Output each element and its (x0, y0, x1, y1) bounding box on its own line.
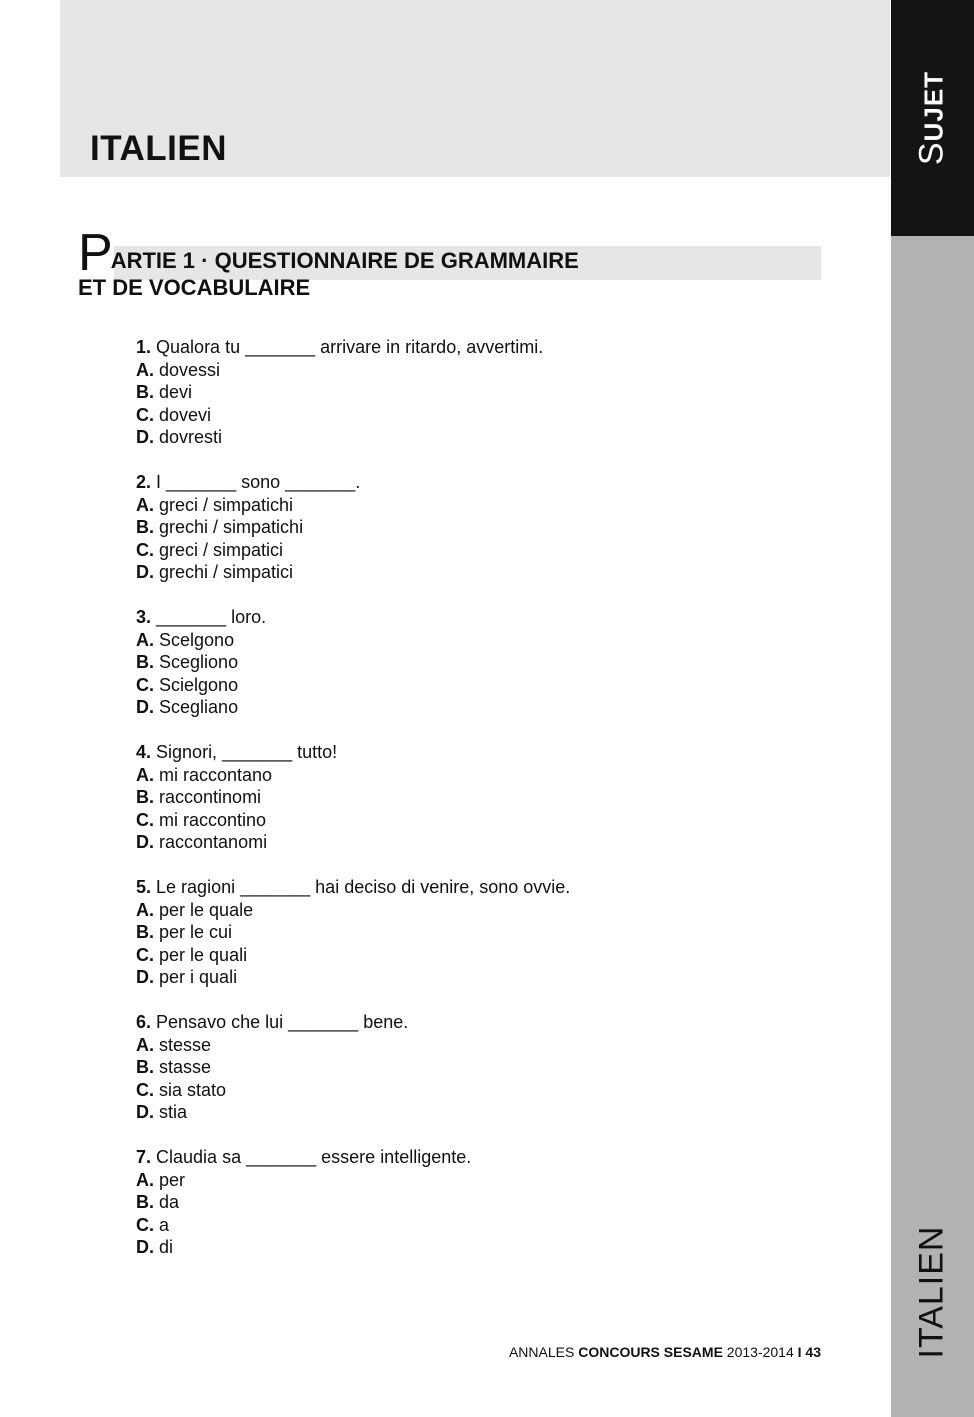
option-letter: C. (136, 1079, 154, 1100)
sujet-tab-rest: UJET (918, 70, 949, 142)
answer-option (136, 966, 570, 989)
part-heading-line1 (78, 224, 579, 282)
answer-option (136, 696, 570, 719)
option-text: stia (159, 1102, 188, 1122)
option-letter: A. (136, 494, 154, 515)
option-letter: B. (136, 517, 154, 537)
option-letter: D. (136, 697, 154, 717)
question-stem (136, 876, 570, 899)
question-number: 7. (136, 1147, 152, 1167)
question-item (136, 471, 570, 584)
part-heading-drop-cap: P (78, 224, 111, 282)
question-item (136, 606, 570, 719)
part-heading (78, 224, 579, 303)
option-letter: A. (136, 1034, 154, 1055)
footer-page-number: I 43 (797, 1344, 821, 1360)
option-text: Sceglіono (159, 652, 239, 672)
answer-option (136, 1034, 570, 1057)
option-letter: B. (136, 922, 154, 942)
option-letter: D. (136, 1237, 154, 1257)
option-text: mi raccontino (159, 809, 267, 830)
option-letter: B. (136, 382, 154, 402)
question-text: I _______ sono _______. (156, 472, 361, 492)
answer-option (136, 831, 570, 854)
option-letter: D. (136, 562, 154, 582)
question-number: 3. (136, 607, 152, 627)
question-number: 2. (136, 472, 152, 492)
answer-option (136, 561, 570, 584)
option-text: mi raccontano (159, 764, 273, 785)
answer-option (136, 1101, 570, 1124)
question-stem (136, 741, 570, 764)
answer-option (136, 921, 570, 944)
part-heading-line2: ET DE VOCABULAIRE (78, 275, 311, 300)
option-text: Scielgono (159, 674, 239, 695)
answer-option (136, 629, 570, 652)
sujet-tab-initial: S (912, 141, 951, 166)
option-letter: A. (136, 1169, 154, 1190)
option-text: Scegliano (159, 697, 239, 717)
option-letter: B. (136, 1192, 154, 1212)
option-text: greci / simpatici (159, 539, 284, 560)
option-letter: C. (136, 1214, 154, 1235)
page-footer (509, 1344, 821, 1360)
footer-prefix: ANNALES (508, 1344, 579, 1360)
option-letter: A. (136, 629, 154, 650)
question-text: Signori, _______ tutto! (156, 742, 338, 762)
option-text: dovevi (159, 404, 212, 425)
question-stem (136, 1146, 570, 1169)
answer-option (136, 764, 570, 787)
question-stem (136, 606, 570, 629)
option-letter: B. (136, 1057, 154, 1077)
option-text: per le cui (159, 922, 233, 942)
answer-option (136, 359, 570, 382)
answer-option (136, 786, 570, 809)
answer-option (136, 494, 570, 517)
option-text: stasse (159, 1057, 212, 1077)
option-text: da (159, 1192, 180, 1212)
option-letter: A. (136, 899, 154, 920)
page-title: ITALIEN (90, 129, 228, 168)
answer-option (136, 674, 570, 697)
option-letter: C. (136, 539, 154, 560)
answer-option (136, 944, 570, 967)
option-text: per le quali (159, 944, 248, 965)
question-stem (136, 1011, 570, 1034)
answer-option (136, 1079, 570, 1102)
question-stem (136, 336, 570, 359)
question-text: Pensavo che lui _______ bene. (156, 1012, 409, 1032)
option-letter: C. (136, 944, 154, 965)
question-text: Qualora tu _______ arrivare in ritardo, avvertimi. (156, 337, 544, 357)
option-letter: A. (136, 359, 154, 380)
answer-option (136, 1191, 570, 1214)
option-letter: D. (136, 427, 154, 447)
option-letter: C. (136, 809, 154, 830)
option-text: per i quali (159, 967, 238, 987)
option-letter: D. (136, 1102, 154, 1122)
question-list (136, 336, 570, 1281)
question-text: Le ragioni _______ hai deciso di venire, sono ovvie. (156, 877, 571, 897)
answer-option (136, 1236, 570, 1259)
option-letter: A. (136, 764, 154, 785)
option-letter: B. (136, 787, 154, 807)
answer-option (136, 404, 570, 427)
question-item (136, 1011, 570, 1124)
option-text: dovessi (159, 359, 221, 380)
option-letter: D. (136, 967, 154, 987)
option-text: sia stato (159, 1079, 227, 1100)
option-text: di (159, 1237, 174, 1257)
option-text: stesse (159, 1034, 212, 1055)
option-text: Scelgono (159, 629, 235, 650)
footer-publication: CONCOURS SESAME (578, 1344, 723, 1360)
answer-option (136, 651, 570, 674)
question-item (136, 741, 570, 854)
option-text: greci / simpatichi (159, 494, 294, 515)
option-text: grechi / simpatici (159, 562, 294, 582)
option-letter: D. (136, 832, 154, 852)
answer-option (136, 1169, 570, 1192)
option-letter: C. (136, 674, 154, 695)
question-item (136, 336, 570, 449)
footer-years: 2013-2014 (722, 1344, 798, 1360)
option-text: devi (159, 382, 193, 402)
question-number: 4. (136, 742, 152, 762)
answer-option (136, 539, 570, 562)
option-text: raccontinomi (159, 787, 262, 807)
option-text: per le quale (159, 899, 254, 920)
answer-option (136, 899, 570, 922)
answer-option (136, 1214, 570, 1237)
part-heading-line1-text: ARTIE 1 · QUESTIONNAIRE DE GRAMMAIRE (110, 248, 579, 273)
question-stem (136, 471, 570, 494)
option-text: a (159, 1214, 170, 1235)
answer-option (136, 381, 570, 404)
question-item (136, 876, 570, 989)
question-number: 5. (136, 877, 152, 897)
answer-option (136, 809, 570, 832)
option-text: grechi / simpatichi (159, 517, 304, 537)
option-letter: B. (136, 652, 154, 672)
question-number: 1. (136, 337, 152, 357)
answer-option (136, 516, 570, 539)
side-subject-label: ITALIEN (912, 1225, 951, 1359)
question-text: _______ loro. (156, 607, 267, 627)
question-item (136, 1146, 570, 1259)
option-text: per (159, 1169, 186, 1190)
option-letter: C. (136, 404, 154, 425)
answer-option (136, 426, 570, 449)
question-number: 6. (136, 1012, 152, 1032)
sujet-tab-label (913, 71, 952, 165)
option-text: dovresti (159, 427, 223, 447)
question-text: Claudia sa _______ essere intelligente. (156, 1147, 472, 1167)
option-text: raccontanomi (159, 832, 268, 852)
answer-option (136, 1056, 570, 1079)
